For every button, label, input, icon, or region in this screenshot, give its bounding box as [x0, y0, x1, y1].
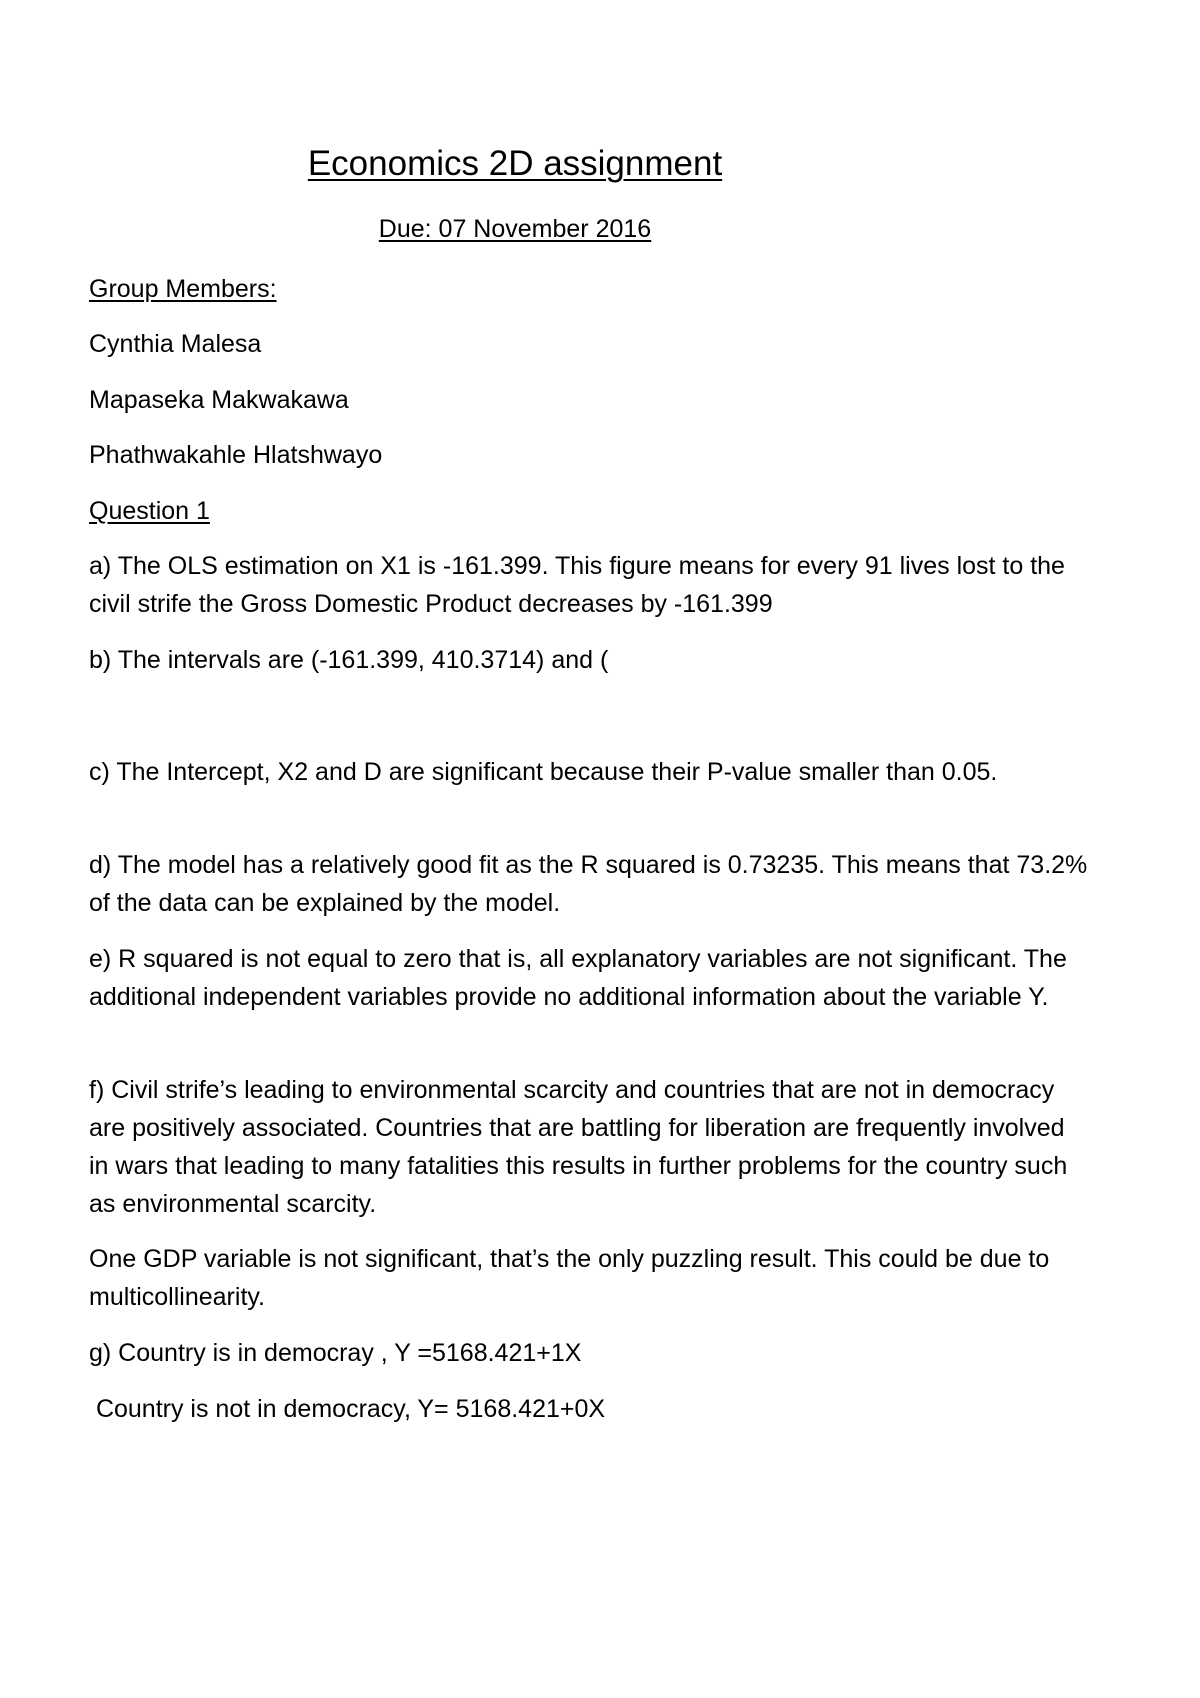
- answer-f-note: One GDP variable is not significant, that’s the only puzzling result. This could be due to multicollinearity.: [89, 1245, 1050, 1311]
- question-heading: Question 1: [89, 497, 210, 525]
- group-members-heading: Group Members:: [89, 275, 277, 303]
- answer-c: c) The Intercept, X2 and D are significant because their P-value smaller than 0.05.: [89, 758, 998, 786]
- member-name: Mapaseka Makwakawa: [89, 386, 349, 414]
- answer-e: e) R squared is not equal to zero that is, all explanatory variables are not significant. The additional independent variables provide no additional information about the variable Y.: [89, 945, 1067, 1011]
- document-title: Economics 2D assignment: [307, 144, 723, 183]
- answer-g-no-democracy: Country is not in democracy, Y= 5168.421+0X: [89, 1395, 606, 1423]
- answer-g-democracy: g) Country is in democray , Y =5168.421+1X: [89, 1339, 582, 1367]
- member-name: Cynthia Malesa: [89, 330, 262, 358]
- answer-a: a) The OLS estimation on X1 is -161.399. This figure means for every 91 lives lost to the civil strife the Gross Domestic Product decreases by -161.399: [89, 552, 1065, 618]
- due-date: Due: 07 November 2016: [378, 215, 652, 243]
- answer-d: d) The model has a relatively good fit as the R squared is 0.73235. This means that 73.2% of the data can be explained by the model.: [89, 851, 1088, 917]
- member-name: Phathwakahle Hlatshwayo: [89, 441, 383, 469]
- answer-f: f) Civil strife’s leading to environmental scarcity and countries that are not in democracy are positively associated. Countries that are battling for liberation are frequently involved in wars that leading to many fatalities this results in further problems for the country such as environmental scarcity.: [89, 1076, 1068, 1218]
- answer-b: b) The intervals are (-161.399, 410.3714) and (: [89, 646, 609, 674]
